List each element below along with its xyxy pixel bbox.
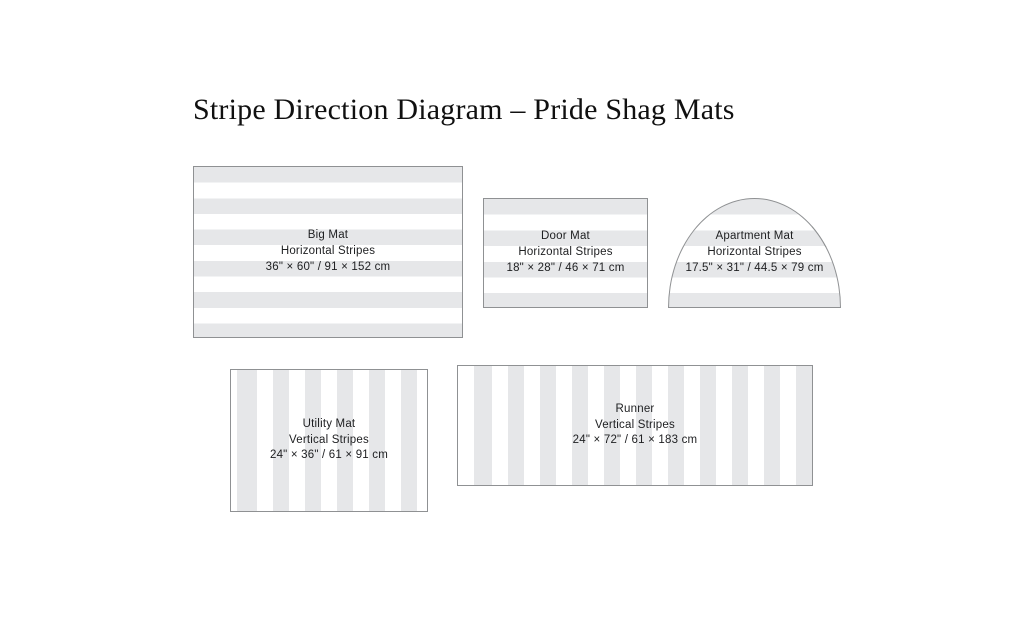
big-mat bbox=[193, 166, 463, 338]
mat-dimensions-label: 18" × 28" / 46 × 71 cm bbox=[506, 261, 625, 274]
mat-name-label: Door Mat bbox=[541, 230, 590, 243]
mat-dimensions-label: 17.5" × 31" / 44.5 × 79 cm bbox=[685, 261, 824, 274]
mat-name-label: Big Mat bbox=[307, 229, 349, 242]
door-mat bbox=[483, 198, 648, 308]
mat-direction-label: Horizontal Stripes bbox=[280, 245, 376, 258]
apartment-mat bbox=[668, 198, 841, 308]
mat-name-label: Apartment Mat bbox=[715, 230, 794, 243]
mat-name-label: Runner bbox=[615, 402, 655, 415]
mat-dimensions-label: 24" × 72" / 61 × 183 cm bbox=[572, 434, 698, 447]
diagram-title: Stripe Direction Diagram – Pride Shag Mats bbox=[193, 93, 735, 126]
mat-direction-label: Horizontal Stripes bbox=[707, 246, 802, 259]
mat-direction-label: Vertical Stripes bbox=[289, 433, 369, 446]
mat-direction-label: Vertical Stripes bbox=[595, 418, 675, 431]
mat-name-label: Utility Mat bbox=[302, 417, 356, 430]
mat-direction-label: Horizontal Stripes bbox=[518, 246, 613, 259]
mat-dimensions-label: 24" × 36" / 61 × 91 cm bbox=[269, 449, 389, 462]
utility-mat bbox=[230, 369, 428, 512]
mat-dimensions-label: 36" × 60" / 91 × 152 cm bbox=[265, 260, 391, 273]
runner-mat bbox=[457, 365, 813, 486]
